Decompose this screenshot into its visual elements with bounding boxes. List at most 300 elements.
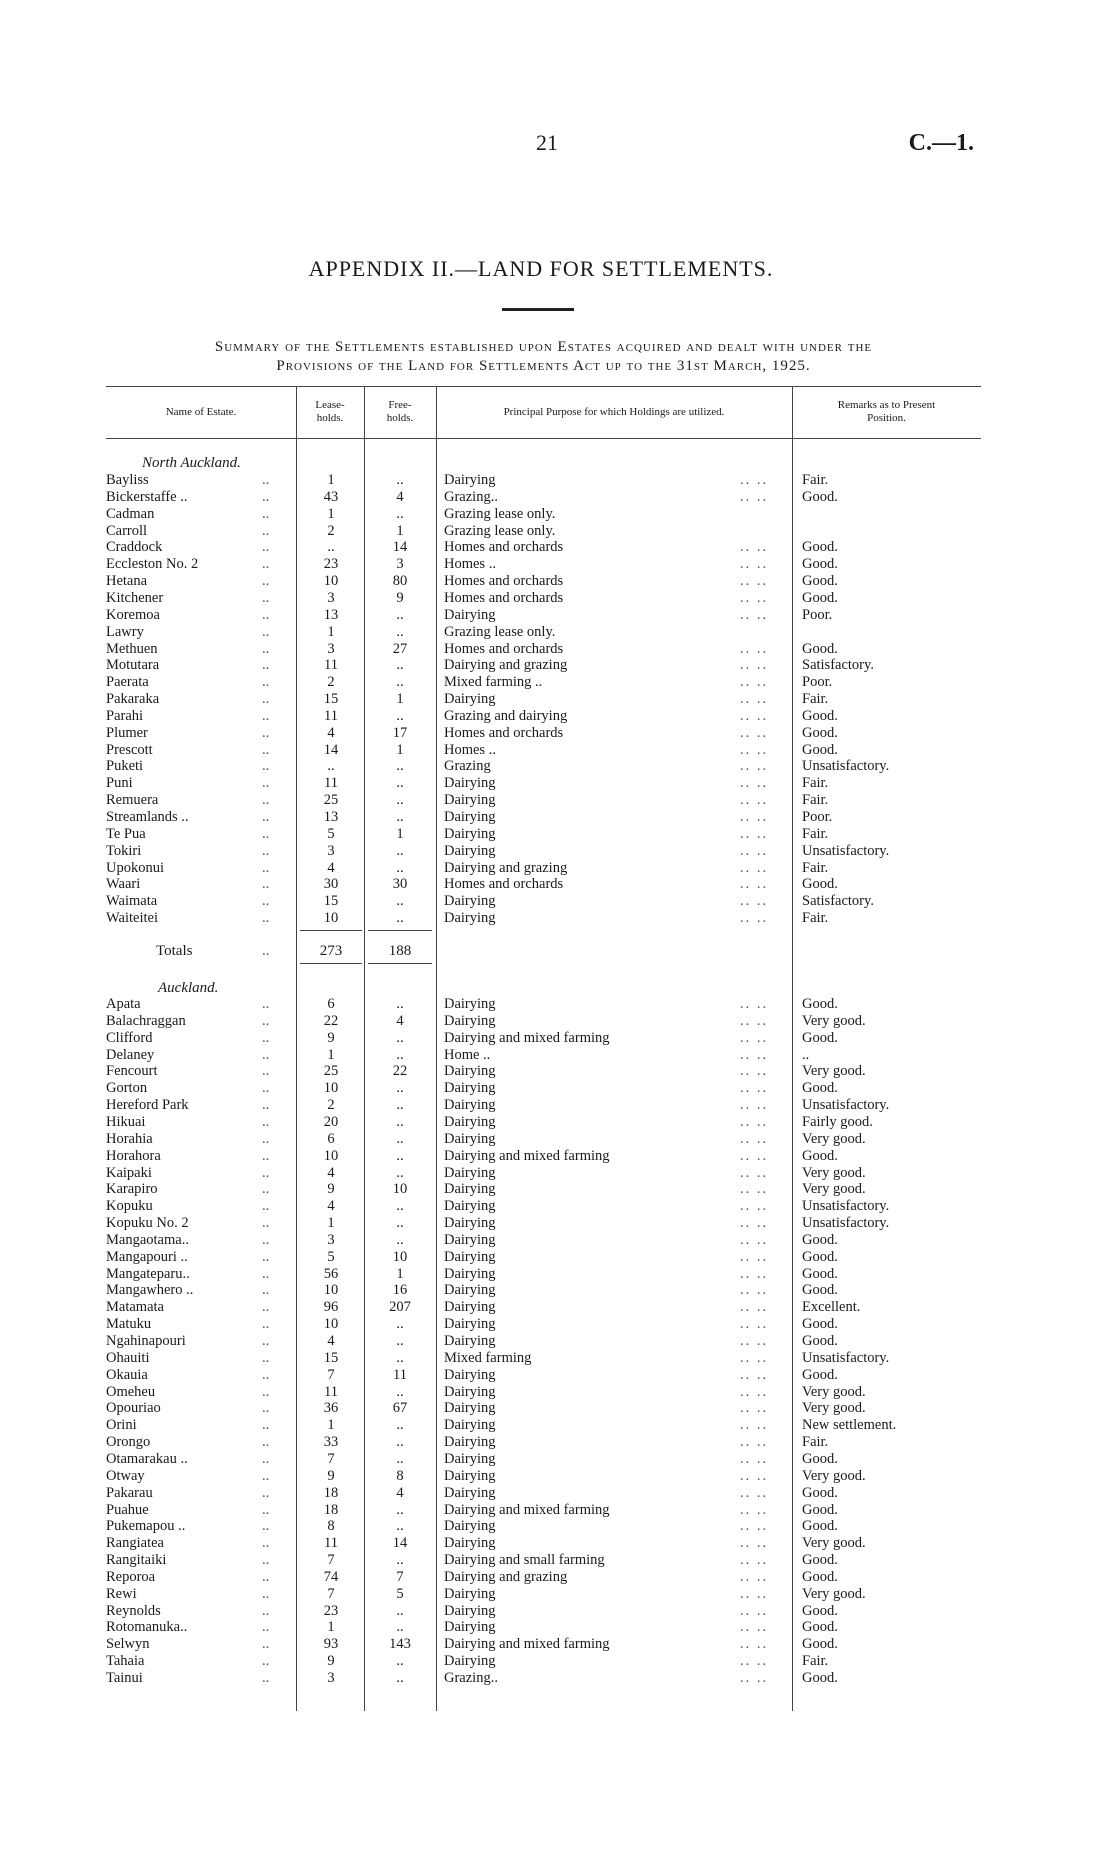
purpose-value: Dairying and mixed farming	[444, 1147, 610, 1164]
estate-name: Pukemapou ..	[106, 1518, 186, 1535]
leaseholds-value: 1	[327, 1215, 335, 1232]
estate-name: Waiteitei	[106, 910, 158, 927]
freeholds-value: ..	[396, 1080, 404, 1097]
table-row	[0, 1653, 1114, 1670]
name-leader-dots: ..	[262, 741, 270, 758]
leaseholds-value: 10	[323, 1080, 339, 1097]
estate-name: Ohauiti	[106, 1349, 150, 1366]
purpose-leader-dots: .. ..	[740, 1602, 769, 1619]
leaseholds-value: 10	[323, 910, 339, 927]
purpose-leader-dots: .. ..	[740, 1670, 769, 1686]
estate-name: Lawry	[106, 623, 144, 640]
table-row	[0, 1518, 1114, 1535]
purpose-value: Dairying	[444, 775, 496, 792]
name-leader-dots: ..	[262, 1198, 270, 1215]
freeholds-value: ..	[396, 1113, 404, 1130]
leaseholds-value: 10	[323, 1147, 339, 1164]
remarks-value: Satisfactory.	[802, 657, 874, 674]
estate-name: Selwyn	[106, 1636, 150, 1653]
name-leader-dots: ..	[262, 1535, 270, 1552]
freeholds-value: 5	[396, 1585, 404, 1602]
leaseholds-value: 7	[327, 1450, 335, 1467]
remarks-value: Good.	[802, 640, 838, 657]
name-leader-dots: ..	[262, 792, 270, 809]
name-leader-dots: ..	[262, 488, 270, 505]
table-row	[0, 742, 1114, 759]
remarks-value: Good.	[802, 488, 838, 505]
remarks-value: ..	[802, 1046, 810, 1063]
remarks-value: Good.	[802, 724, 838, 741]
remarks-value: Fair.	[802, 472, 829, 488]
remarks-value: Good.	[802, 996, 838, 1012]
purpose-leader-dots: .. ..	[740, 910, 769, 927]
purpose-value: Homes and orchards	[444, 539, 564, 556]
purpose-leader-dots: .. ..	[740, 1349, 769, 1366]
estate-name: Okauia	[106, 1366, 148, 1383]
purpose-leader-dots: .. ..	[740, 1518, 769, 1535]
freeholds-value: 4	[396, 1012, 404, 1029]
name-leader-dots: ..	[262, 707, 270, 724]
freeholds-value: 9	[396, 589, 404, 606]
name-leader-dots: ..	[262, 1552, 270, 1569]
name-leader-dots: ..	[262, 1467, 270, 1484]
purpose-leader-dots: .. ..	[740, 1265, 769, 1282]
freeholds-value: 207	[389, 1299, 411, 1316]
freeholds-value: 14	[392, 539, 408, 556]
estate-name: Waimata	[106, 893, 158, 910]
table-row	[0, 1013, 1114, 1030]
freeholds-value: ..	[396, 1215, 404, 1232]
column-header-remarks	[792, 399, 981, 425]
purpose-value: Dairying	[444, 1063, 496, 1080]
remarks-value: Fair.	[802, 859, 829, 876]
leaseholds-value: 4	[327, 1198, 335, 1215]
leaseholds-value: 9	[327, 1029, 335, 1046]
freeholds-value: ..	[396, 1670, 404, 1686]
purpose-value: Homes and orchards	[444, 640, 564, 657]
purpose-value: Dairying	[444, 1080, 496, 1097]
column-header-freeholds-line-2: holds.	[386, 412, 414, 424]
purpose-value: Dairying	[444, 1366, 496, 1383]
freeholds-value: 1	[396, 825, 404, 842]
table-row	[0, 1535, 1114, 1552]
freeholds-value: ..	[396, 606, 404, 623]
table-row	[0, 1047, 1114, 1064]
name-leader-dots: ..	[262, 1568, 270, 1585]
column-header-purpose: Principal Purpose for which Holdings are utilized.	[503, 406, 725, 418]
remarks-value: Unsatisfactory.	[802, 758, 890, 775]
estate-name: Tahaia	[106, 1653, 145, 1670]
table-row	[0, 590, 1114, 607]
purpose-leader-dots: .. ..	[740, 1636, 769, 1653]
remarks-value: Poor.	[802, 606, 833, 623]
estate-name: Bickerstaffe ..	[106, 488, 188, 505]
table-row	[0, 506, 1114, 523]
purpose-value: Dairying and grazing	[444, 859, 568, 876]
remarks-value: Good.	[802, 876, 838, 893]
estate-name: Paerata	[106, 674, 149, 691]
table-row	[0, 1097, 1114, 1114]
name-leader-dots: ..	[262, 1029, 270, 1046]
name-leader-dots: ..	[262, 758, 270, 775]
freeholds-value: 14	[392, 1535, 408, 1552]
table-row	[0, 674, 1114, 691]
remarks-value: Good.	[802, 1636, 838, 1653]
freeholds-value: 1	[396, 1265, 404, 1282]
leaseholds-value: 74	[323, 1568, 339, 1585]
purpose-value: Dairying	[444, 691, 496, 708]
table-row	[0, 1451, 1114, 1468]
name-leader-dots: ..	[262, 623, 270, 640]
table-row	[0, 1485, 1114, 1502]
remarks-value: Unsatisfactory.	[802, 1349, 890, 1366]
column-header-remarks-line-1: Remarks as to Present	[837, 399, 936, 411]
estate-name: Methuen	[106, 640, 158, 657]
title-divider	[502, 308, 574, 311]
table-row	[0, 1417, 1114, 1434]
leaseholds-value: 18	[323, 1501, 339, 1518]
leaseholds-value: 5	[327, 825, 335, 842]
leaseholds-value: 3	[327, 1231, 335, 1248]
column-header-name: Name of Estate.	[165, 406, 237, 418]
purpose-leader-dots: .. ..	[740, 1316, 769, 1333]
freeholds-value: ..	[396, 1434, 404, 1451]
freeholds-value: ..	[396, 1316, 404, 1333]
table-row	[0, 1316, 1114, 1333]
purpose-leader-dots: .. ..	[740, 1063, 769, 1080]
purpose-value: Dairying	[444, 1097, 496, 1114]
name-leader-dots: ..	[262, 640, 270, 657]
purpose-leader-dots: .. ..	[740, 1619, 769, 1636]
remarks-value: Fairly good.	[802, 1113, 873, 1130]
estate-name: Koremoa	[106, 606, 160, 623]
leaseholds-value: 56	[323, 1265, 339, 1282]
estate-name: Otway	[106, 1467, 145, 1484]
table-row	[0, 1148, 1114, 1165]
estate-name: Karapiro	[106, 1181, 158, 1198]
purpose-leader-dots: .. ..	[740, 707, 769, 724]
name-leader-dots: ..	[262, 573, 270, 590]
totals-rule-freeholds	[368, 930, 432, 931]
purpose-value: Homes ..	[444, 556, 496, 573]
purpose-value: Dairying	[444, 1113, 496, 1130]
freeholds-value: 17	[392, 724, 408, 741]
estate-name: Mangaotama..	[106, 1231, 189, 1248]
purpose-value: Mixed farming ..	[444, 674, 543, 691]
remarks-value: Very good.	[802, 1181, 866, 1198]
purpose-value: Dairying	[444, 1450, 496, 1467]
estate-name: Pakaraka	[106, 691, 160, 708]
remarks-value: Good.	[802, 1501, 838, 1518]
section-heading-north-auckland: North Auckland.	[142, 455, 241, 471]
name-leader-dots: ..	[262, 809, 270, 825]
freeholds-value: ..	[396, 910, 404, 927]
remarks-value: Good.	[802, 1568, 838, 1585]
remarks-value: Good.	[802, 741, 838, 758]
table-row	[0, 775, 1114, 792]
purpose-value: Dairying	[444, 1198, 496, 1215]
remarks-value: Good.	[802, 1484, 838, 1501]
purpose-value: Dairying and small farming	[444, 1552, 605, 1569]
remarks-value: Good.	[802, 1147, 838, 1164]
name-leader-dots: ..	[262, 1063, 270, 1080]
freeholds-value: ..	[396, 1501, 404, 1518]
leaseholds-value: 2	[327, 674, 335, 691]
leaseholds-value: 15	[323, 1349, 339, 1366]
estate-name: Hetana	[106, 573, 148, 590]
column-header-leaseholds-line-1: Lease-	[315, 399, 345, 411]
purpose-value: Mixed farming	[444, 1349, 532, 1366]
table-row	[0, 1619, 1114, 1636]
leaseholds-value: ..	[327, 539, 335, 556]
name-leader-dots: ..	[262, 539, 270, 556]
leaseholds-value: 3	[327, 1670, 335, 1686]
purpose-leader-dots: .. ..	[740, 1400, 769, 1417]
leaseholds-value: 7	[327, 1585, 335, 1602]
purpose-leader-dots: .. ..	[740, 741, 769, 758]
remarks-value: Excellent.	[802, 1299, 861, 1316]
purpose-leader-dots: .. ..	[740, 1366, 769, 1383]
estate-name: Craddock	[106, 539, 163, 556]
freeholds-value: 1	[396, 741, 404, 758]
remarks-value: Poor.	[802, 809, 833, 825]
name-leader-dots: ..	[262, 1585, 270, 1602]
leaseholds-value: 1	[327, 1046, 335, 1063]
freeholds-value: ..	[396, 1653, 404, 1670]
purpose-leader-dots: .. ..	[740, 1248, 769, 1265]
freeholds-value: ..	[396, 707, 404, 724]
leaseholds-value: 11	[324, 1535, 338, 1552]
purpose-value: Dairying	[444, 1484, 496, 1501]
table-row	[0, 1603, 1114, 1620]
name-leader-dots: ..	[262, 1333, 270, 1349]
estate-name: Plumer	[106, 724, 148, 741]
remarks-value: Good.	[802, 539, 838, 556]
estate-name: Kitchener	[106, 589, 164, 606]
purpose-value: Dairying	[444, 606, 496, 623]
purpose-leader-dots: .. ..	[740, 1029, 769, 1046]
remarks-value: Very good.	[802, 1383, 866, 1400]
purpose-value: Dairying	[444, 1585, 496, 1602]
purpose-value: Dairying and mixed farming	[444, 1501, 610, 1518]
name-leader-dots: ..	[262, 505, 270, 522]
purpose-leader-dots: .. ..	[740, 724, 769, 741]
leaseholds-value: 3	[327, 589, 335, 606]
name-leader-dots: ..	[262, 1080, 270, 1097]
estate-name: Delaney	[106, 1046, 155, 1063]
leaseholds-value: 15	[323, 893, 339, 910]
table-row	[0, 1569, 1114, 1586]
freeholds-value: ..	[396, 674, 404, 691]
freeholds-value: ..	[396, 1552, 404, 1569]
leaseholds-value: 11	[324, 707, 338, 724]
freeholds-value: 8	[396, 1467, 404, 1484]
estate-name: Omeheu	[106, 1383, 156, 1400]
freeholds-value: ..	[396, 657, 404, 674]
purpose-value: Dairying	[444, 792, 496, 809]
name-leader-dots: ..	[262, 1097, 270, 1114]
freeholds-value: 4	[396, 488, 404, 505]
name-leader-dots: ..	[262, 876, 270, 893]
freeholds-value: ..	[396, 792, 404, 809]
leaseholds-value: ..	[327, 758, 335, 775]
remarks-value: Fair.	[802, 775, 829, 792]
freeholds-value: ..	[396, 1164, 404, 1181]
freeholds-value: ..	[396, 842, 404, 859]
table-row	[0, 641, 1114, 658]
purpose-value: Dairying	[444, 910, 496, 927]
freeholds-value: ..	[396, 623, 404, 640]
freeholds-value: 67	[392, 1400, 408, 1417]
table-row	[0, 876, 1114, 893]
freeholds-value: 27	[392, 640, 408, 657]
estate-name: Te Pua	[106, 825, 146, 842]
purpose-leader-dots: .. ..	[740, 1450, 769, 1467]
purpose-value: Dairying	[444, 1248, 496, 1265]
freeholds-value: 3	[396, 556, 404, 573]
estate-name: Fencourt	[106, 1063, 158, 1080]
freeholds-value: ..	[396, 505, 404, 522]
purpose-leader-dots: .. ..	[740, 859, 769, 876]
name-leader-dots: ..	[262, 1400, 270, 1417]
table-row	[0, 809, 1114, 826]
freeholds-value: ..	[396, 1130, 404, 1147]
name-leader-dots: ..	[262, 1518, 270, 1535]
leaseholds-value: 14	[323, 741, 339, 758]
table-row	[0, 556, 1114, 573]
estate-name: Carroll	[106, 522, 148, 539]
name-leader-dots: ..	[262, 606, 270, 623]
purpose-leader-dots: .. ..	[740, 1046, 769, 1063]
table-row	[0, 523, 1114, 540]
table-row	[0, 1299, 1114, 1316]
leaseholds-value: 43	[323, 488, 339, 505]
estate-name: Reporoa	[106, 1568, 156, 1585]
name-leader-dots: ..	[262, 1282, 270, 1299]
table-row	[0, 1502, 1114, 1519]
freeholds-value: ..	[396, 1333, 404, 1349]
freeholds-value: ..	[396, 1097, 404, 1114]
purpose-value: Grazing lease only.	[444, 522, 556, 539]
freeholds-value: 143	[389, 1636, 411, 1653]
table-row	[0, 1670, 1114, 1687]
table-row	[0, 1434, 1114, 1451]
purpose-leader-dots: .. ..	[740, 1147, 769, 1164]
purpose-leader-dots: .. ..	[740, 657, 769, 674]
remarks-value: New settlement.	[802, 1417, 897, 1434]
freeholds-value: 10	[392, 1248, 408, 1265]
freeholds-value: 7	[396, 1568, 404, 1585]
name-leader-dots: ..	[262, 1147, 270, 1164]
purpose-value: Grazing lease only.	[444, 505, 556, 522]
leaseholds-value: 36	[323, 1400, 339, 1417]
table-row	[0, 1586, 1114, 1603]
purpose-value: Home ..	[444, 1046, 491, 1063]
purpose-leader-dots: .. ..	[740, 1552, 769, 1569]
purpose-leader-dots: .. ..	[740, 1282, 769, 1299]
estate-name: Puahue	[106, 1501, 149, 1518]
remarks-value: Unsatisfactory.	[802, 1097, 890, 1114]
purpose-leader-dots: .. ..	[740, 1434, 769, 1451]
leaseholds-value: 23	[323, 556, 339, 573]
purpose-value: Dairying	[444, 1299, 496, 1316]
purpose-value: Grazing..	[444, 1670, 498, 1686]
name-leader-dots: ..	[262, 522, 270, 539]
estate-name: Opouriao	[106, 1400, 161, 1417]
leaseholds-value: 15	[323, 691, 339, 708]
estate-name: Puketi	[106, 758, 144, 775]
purpose-leader-dots: .. ..	[740, 556, 769, 573]
purpose-leader-dots: .. ..	[740, 842, 769, 859]
leaseholds-value: 10	[323, 1316, 339, 1333]
name-leader-dots: ..	[262, 1046, 270, 1063]
table-row	[0, 843, 1114, 860]
name-leader-dots: ..	[262, 1366, 270, 1383]
estate-name: Kopuku	[106, 1198, 153, 1215]
name-leader-dots: ..	[262, 724, 270, 741]
table-row	[0, 657, 1114, 674]
table-row	[0, 1131, 1114, 1148]
purpose-value: Dairying	[444, 1130, 496, 1147]
estate-name: Orini	[106, 1417, 137, 1434]
column-header-remarks-line-2: Position.	[867, 412, 906, 424]
leaseholds-value: 9	[327, 1467, 335, 1484]
purpose-leader-dots: .. ..	[740, 893, 769, 910]
estate-name: Orongo	[106, 1434, 151, 1451]
leaseholds-value: 13	[323, 809, 339, 825]
purpose-leader-dots: .. ..	[740, 674, 769, 691]
remarks-value: Unsatisfactory.	[802, 842, 890, 859]
estate-name: Cadman	[106, 505, 155, 522]
estate-name: Puni	[106, 775, 133, 792]
estate-name: Gorton	[106, 1080, 148, 1097]
name-leader-dots: ..	[262, 1349, 270, 1366]
freeholds-value: 80	[392, 573, 408, 590]
table-row	[0, 996, 1114, 1013]
purpose-leader-dots: .. ..	[740, 573, 769, 590]
estate-name: Horahora	[106, 1147, 161, 1164]
leaseholds-value: 25	[323, 792, 339, 809]
freeholds-value: 10	[392, 1181, 408, 1198]
leaseholds-value: 20	[323, 1113, 339, 1130]
estate-name: Ngahinapouri	[106, 1333, 186, 1349]
freeholds-value: 1	[396, 522, 404, 539]
estate-name: Eccleston No. 2	[106, 556, 199, 573]
table-row	[0, 1181, 1114, 1198]
name-leader-dots: ..	[262, 1383, 270, 1400]
remarks-value: Very good.	[802, 1535, 866, 1552]
estate-name: Remuera	[106, 792, 159, 809]
purpose-leader-dots: .. ..	[740, 825, 769, 842]
totals-bottom-rule-freeholds	[368, 963, 432, 964]
freeholds-value: ..	[396, 1518, 404, 1535]
purpose-value: Homes and orchards	[444, 589, 564, 606]
remarks-value: Very good.	[802, 1164, 866, 1181]
purpose-value: Dairying	[444, 1619, 496, 1636]
table-row	[0, 725, 1114, 742]
freeholds-value: ..	[396, 893, 404, 910]
purpose-leader-dots: .. ..	[740, 1484, 769, 1501]
purpose-leader-dots: .. ..	[740, 589, 769, 606]
leaseholds-value: 1	[327, 1417, 335, 1434]
table-row	[0, 472, 1114, 489]
purpose-value: Dairying	[444, 1434, 496, 1451]
purpose-value: Dairying	[444, 842, 496, 859]
remarks-value: Unsatisfactory.	[802, 1198, 890, 1215]
name-leader-dots: ..	[262, 1653, 270, 1670]
freeholds-value: ..	[396, 775, 404, 792]
freeholds-value: ..	[396, 1147, 404, 1164]
